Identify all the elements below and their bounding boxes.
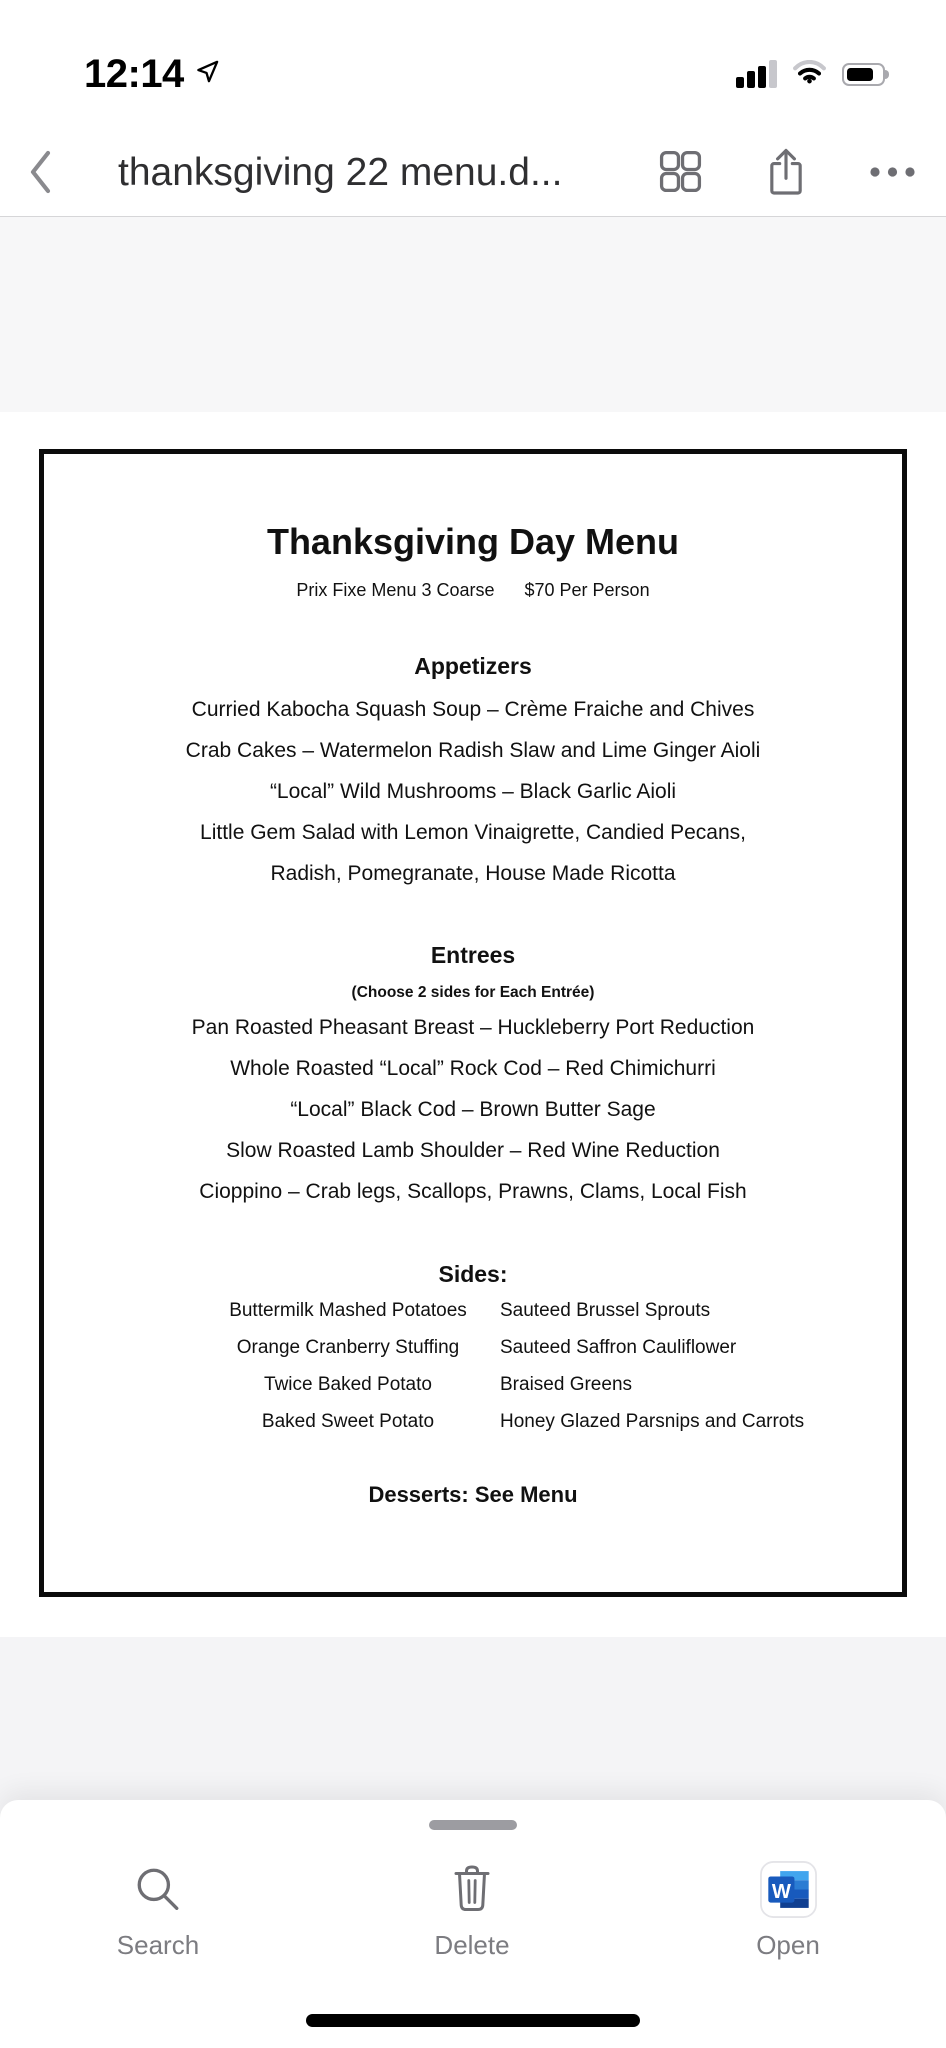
wifi-icon bbox=[793, 60, 826, 89]
trash-icon bbox=[449, 1860, 495, 1918]
sheet-grabber[interactable] bbox=[429, 1820, 517, 1830]
back-button[interactable] bbox=[28, 150, 52, 197]
side-item: Twice Baked Potato bbox=[264, 1374, 432, 1395]
menu-item: Cioppino – Crab legs, Scallops, Prawns, Clams, Local Fish bbox=[199, 1180, 747, 1203]
menu-item: Slow Roasted Lamb Shoulder – Red Wine Reduction bbox=[226, 1139, 720, 1162]
grid-thumbnails-icon bbox=[658, 149, 703, 197]
cellular-signal-icon bbox=[736, 60, 777, 88]
status-left bbox=[84, 52, 221, 97]
document-title: thanksgiving 22 menu.d... bbox=[118, 151, 563, 194]
menu-subtitle-price: $70 Per Person bbox=[524, 580, 650, 600]
side-item: Buttermilk Mashed Potatoes bbox=[229, 1300, 467, 1321]
side-item: Baked Sweet Potato bbox=[261, 1411, 435, 1432]
appetizers-list bbox=[44, 689, 902, 894]
menu-border-box bbox=[39, 449, 907, 1597]
menu-item: Whole Roasted “Local” Rock Cod – Red Chimichurri bbox=[230, 1057, 716, 1080]
entrees-heading: Entrees bbox=[430, 942, 516, 968]
battery-icon bbox=[842, 63, 892, 86]
ellipsis-icon bbox=[869, 166, 916, 181]
menu-item: Crab Cakes – Watermelon Radish Slaw and Lime Ginger Aioli bbox=[185, 739, 761, 762]
search-icon bbox=[133, 1860, 183, 1918]
more-button[interactable] bbox=[869, 166, 916, 181]
home-indicator[interactable] bbox=[306, 2014, 640, 2027]
menu-item: “Local” Black Cod – Brown Butter Sage bbox=[290, 1098, 656, 1121]
top-gray-background bbox=[0, 217, 946, 412]
clock: 12:14 bbox=[84, 51, 184, 96]
side-item: Orange Cranberry Stuffing bbox=[236, 1337, 460, 1358]
appetizers-heading: Appetizers bbox=[414, 653, 532, 679]
menu-title: Thanksgiving Day Menu bbox=[266, 521, 680, 562]
menu-item: Curried Kabocha Squash Soup – Crème Fraiche and Chives bbox=[191, 698, 755, 721]
status-right bbox=[736, 60, 892, 89]
menu-subtitle bbox=[44, 579, 902, 601]
nav-actions bbox=[658, 145, 916, 202]
sides-heading: Sides: bbox=[438, 1261, 508, 1287]
nav-bar bbox=[0, 130, 946, 217]
menu-item: “Local” Wild Mushrooms – Black Garlic Aioli bbox=[269, 780, 677, 803]
delete-label: Delete bbox=[434, 1930, 510, 1960]
side-item: Braised Greens bbox=[500, 1374, 633, 1395]
bottom-toolbar-sheet bbox=[0, 1800, 946, 2048]
menu-item: Little Gem Salad with Lemon Vinaigrette, Candied Pecans, Radish, Pomegranate, House Made Ricotta bbox=[200, 821, 746, 885]
share-icon bbox=[765, 145, 807, 202]
search-button[interactable] bbox=[73, 1860, 243, 1961]
sides-list bbox=[208, 1292, 902, 1440]
open-label: Open bbox=[756, 1930, 820, 1960]
menu-item: Pan Roasted Pheasant Breast – Huckleberry Port Reduction bbox=[191, 1016, 755, 1039]
open-button[interactable] bbox=[703, 1860, 873, 1961]
share-button[interactable] bbox=[765, 145, 807, 202]
thumbnails-button[interactable] bbox=[658, 149, 703, 197]
menu-subtitle-prix: Prix Fixe Menu 3 Coarse bbox=[296, 580, 495, 600]
document-page bbox=[0, 412, 946, 1637]
delete-button[interactable] bbox=[387, 1860, 557, 1961]
desserts-line: Desserts: See Menu bbox=[368, 1482, 578, 1507]
entrees-note: (Choose 2 sides for Each Entrée) bbox=[351, 984, 595, 1001]
side-item: Sauteed Saffron Cauliflower bbox=[500, 1337, 737, 1358]
side-item: Honey Glazed Parsnips and Carrots bbox=[500, 1411, 805, 1432]
side-item: Sauteed Brussel Sprouts bbox=[500, 1300, 711, 1321]
entrees-list bbox=[44, 1007, 902, 1212]
search-label: Search bbox=[116, 1930, 200, 1960]
status-bar bbox=[0, 0, 946, 130]
word-app-icon bbox=[760, 1860, 817, 1918]
location-arrow-icon bbox=[194, 58, 221, 90]
chevron-left-icon bbox=[28, 150, 52, 197]
word-badge: W bbox=[771, 1880, 791, 1903]
